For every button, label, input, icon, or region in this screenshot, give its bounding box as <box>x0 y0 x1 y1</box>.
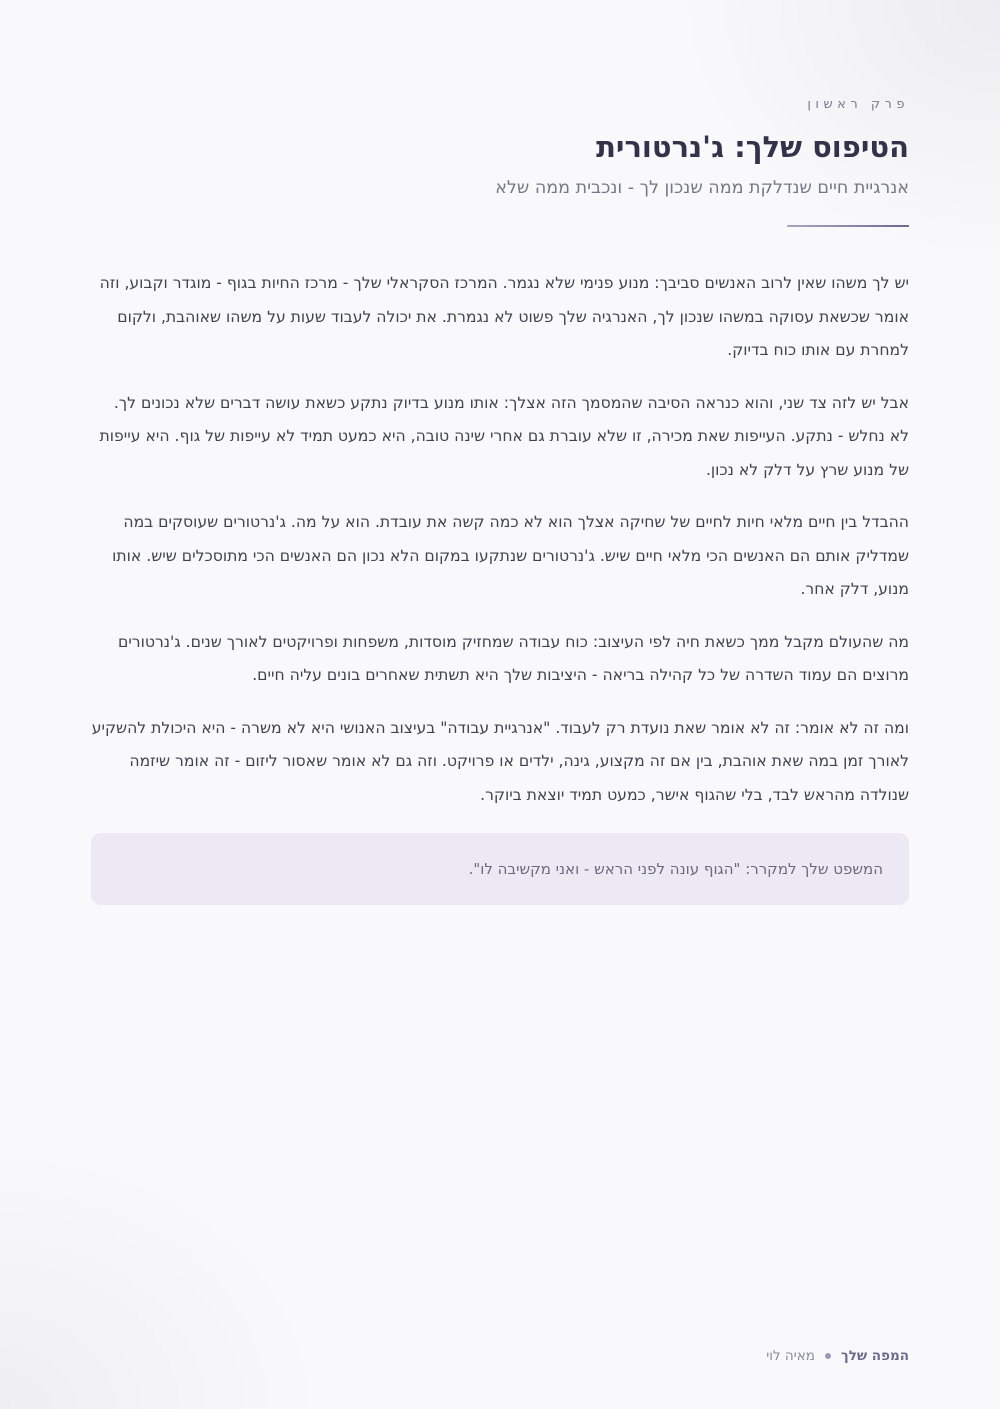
body-text <box>91 267 909 812</box>
body-paragraph: מה שהעולם מקבל ממך כשאת חיה לפי העיצוב: כוח עבודה שמחזיק מוסדות, משפחות ופרויקטים לאורך שנים. ג'נרטורים מרוצים הם עמוד השדרה של כל קהילה בריאה - היציבות שלך היא תשתית שאחרים בונים עליה חיים. <box>117 632 909 684</box>
page-title: הטיפוס שלך: ג'נרטורית <box>596 130 909 164</box>
body-paragraph: יש לך משהו שאין לרוב האנשים סביבך: מנוע פנימי שלא נגמר. המרכז הסקראלי שלך - מרכז החיות בגוף - מוגדר וקבוע, וזה אומר שכשאת עסוקה במשהו שנכון לך, האנרגיה שלך פשוט לא נגמרת. את יכולה לעבוד שעות על משהו שאוהבת, ולקום למחרת עם אותו כוח בדיוק. <box>99 274 909 359</box>
footer-author: מאיה לוי <box>766 1348 815 1364</box>
quote-callout <box>91 833 909 905</box>
page-subtitle: אנרגיית חיים שנדלקת ממה שנכון לך - ונכבית ממה שלא <box>495 178 909 198</box>
title-divider <box>787 225 909 227</box>
page-footer <box>766 1345 909 1367</box>
chapter-content <box>91 0 909 905</box>
chapter-label: פרק ראשון <box>807 97 909 112</box>
footer-brand: המפה שלך <box>840 1348 909 1364</box>
quote-text: המשפט שלך למקרר: "הגוף עונה לפני הראש - ואני מקשיבה לו". <box>468 860 883 878</box>
footer-dot-separator <box>825 1353 831 1359</box>
body-paragraph: ומה זה לא אומר: זה לא אומר שאת נועדת רק לעבוד. "אנרגיית עבודה" בעיצוב האנושי היא לא משרה - היא היכולת להשקיע לאורך זמן במה שאת אוהבת, בין אם זה מקצוע, גינה, ילדים או פרויקט. וזה גם לא אומר שאסור ליזום - זה אומר שיזמה שנולדה מהראש לבד, בלי שהגוף אישר, כמעט תמיד יוצאת ביוקר. <box>91 718 909 804</box>
body-paragraph: אבל יש לזה צד שני, והוא כנראה הסיבה שהמסמך הזה אצלך: אותו מנוע בדיוק נתקע כשאת עושה דברים שלא נכונים לך. לא נחלש - נתקע. העייפות שאת מכירה, זו שלא עוברת גם אחרי שינה טובה, היא כמעט תמיד לא עייפות של גוף. היא עייפות של מנוע שרץ על דלק לא נכון. <box>99 393 909 479</box>
body-paragraph: ההבדל בין חיים מלאי חיות לחיים של שחיקה אצלך הוא לא כמה קשה את עובדת. הוא על מה. ג'נרטורים שעוסקים במה שמדליק אותם הם האנשים הכי מלאי חיים שיש. ג'נרטורים שנתקעו במקום הלא נכון הם האנשים הכי מתוסכלים שיש. אותו מנוע, דלק אחר. <box>112 513 909 598</box>
